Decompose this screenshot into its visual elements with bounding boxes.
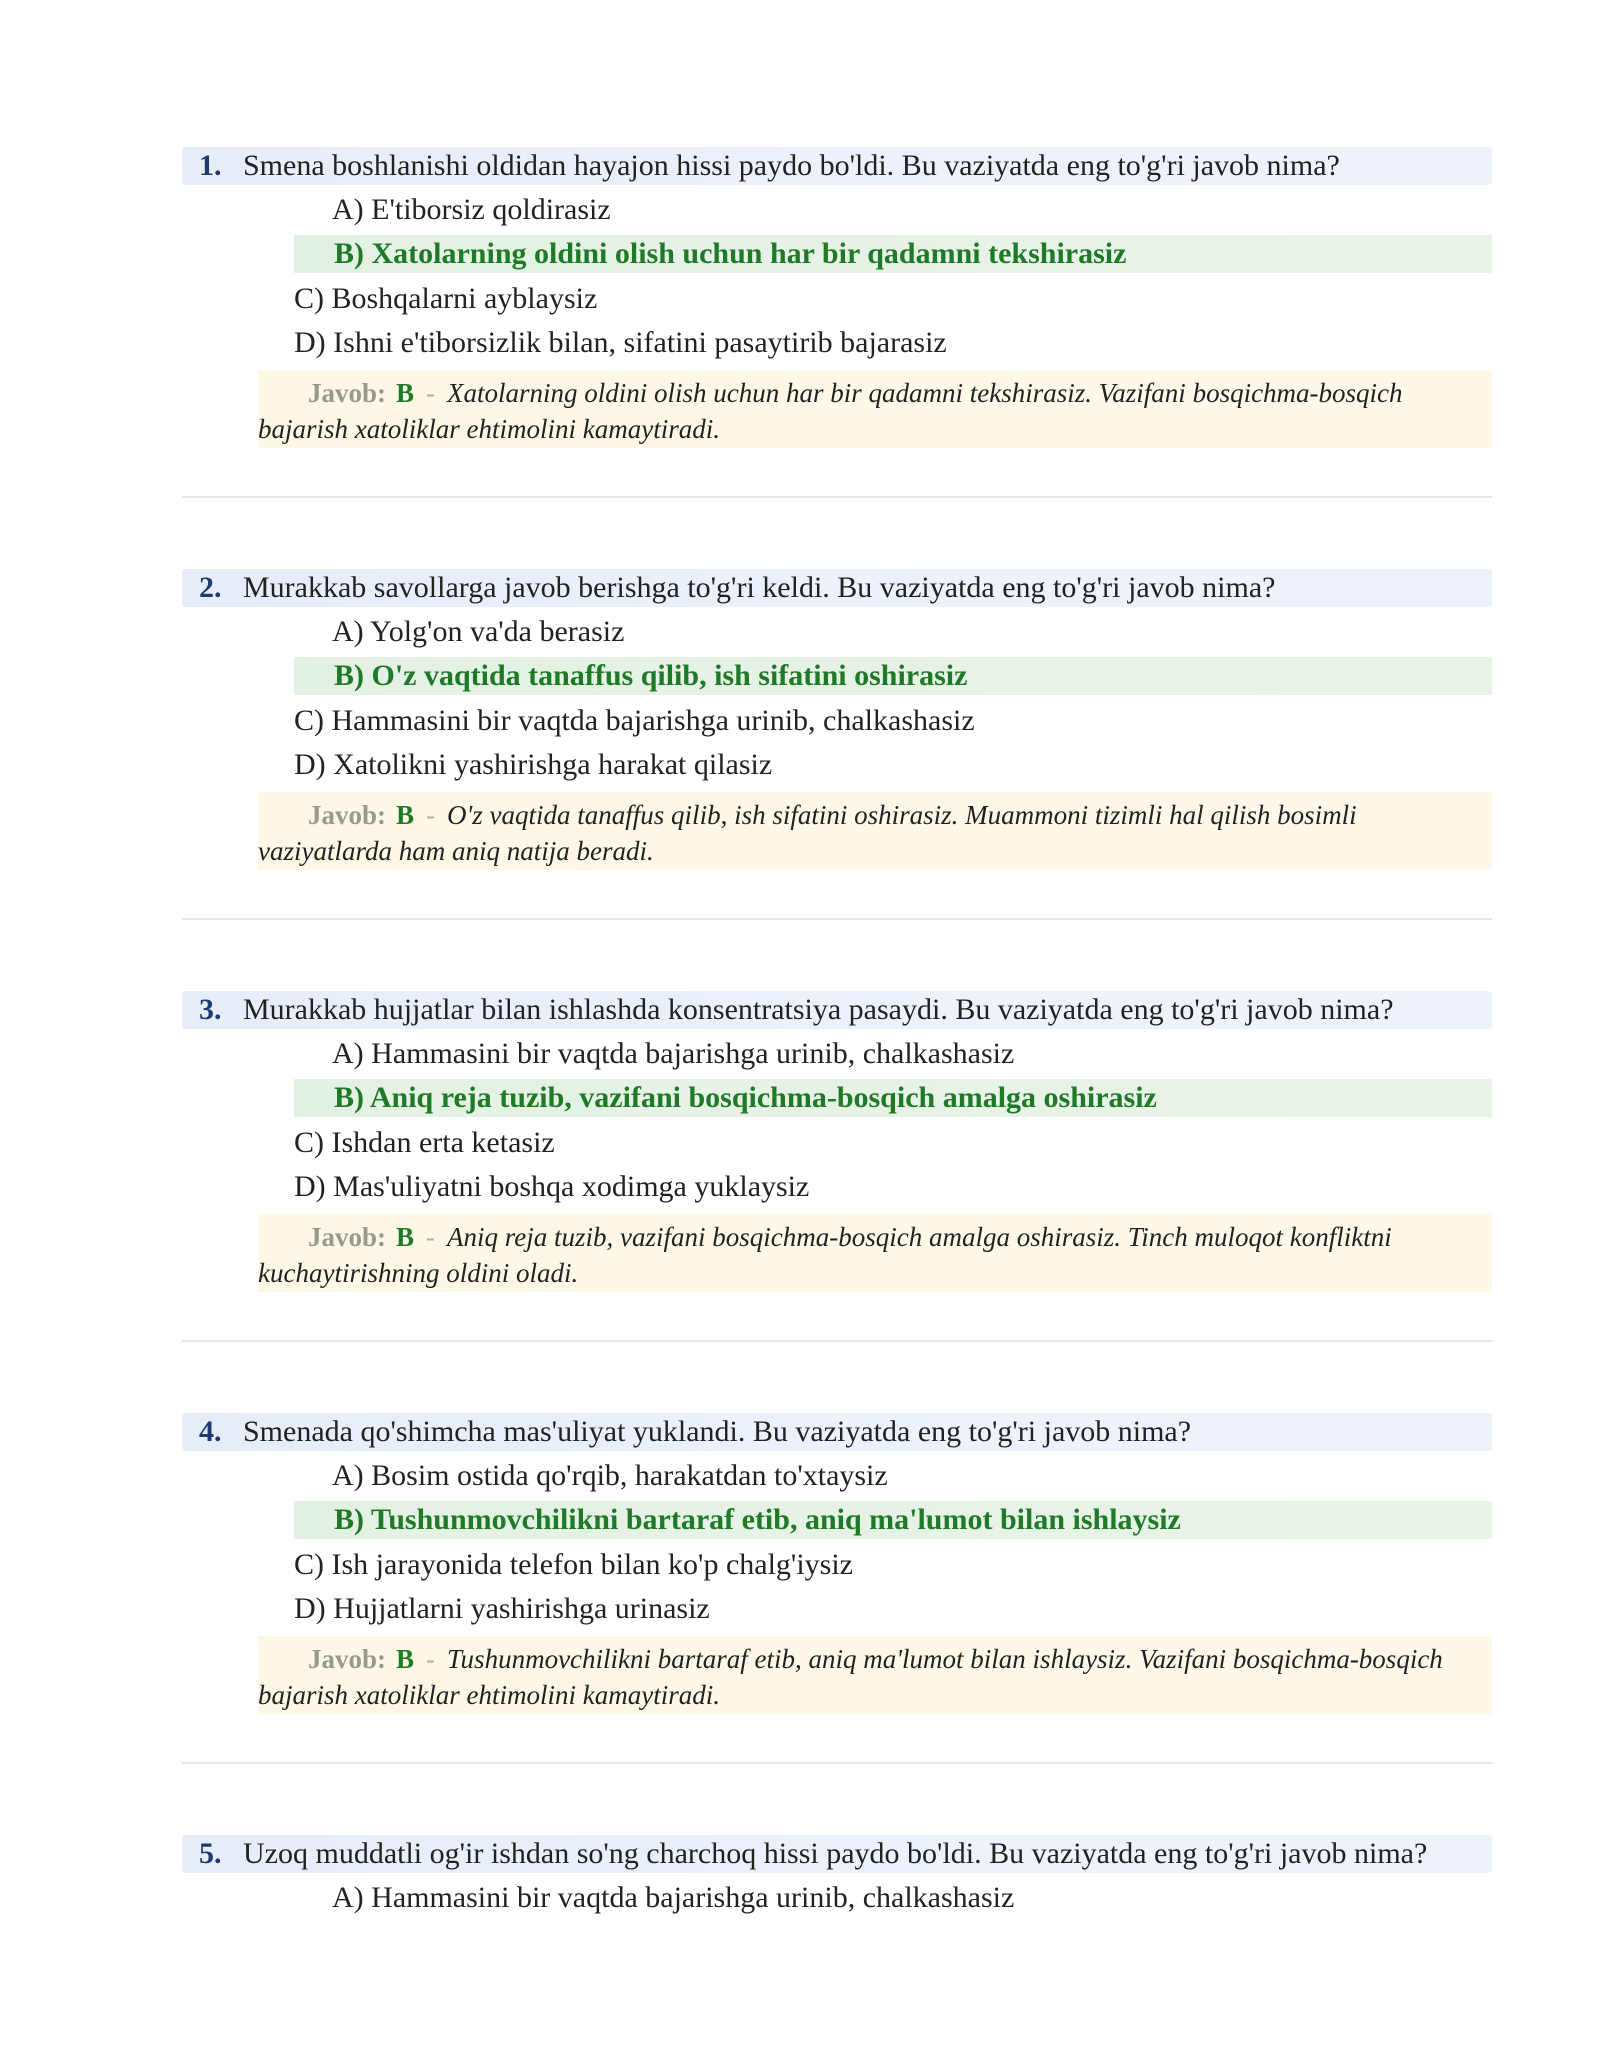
answer-explanation: Aniq reja tuzib, vazifani bosqichma-bosqich amalga oshirasiz. Tinch muloqot konfliktni kuchaytirishning oldini oladi.: [258, 1222, 1392, 1288]
question-number: 5.: [199, 1837, 222, 1870]
question-block: [182, 1835, 1492, 1914]
option-b-correct: B) Aniq reja tuzib, vazifani bosqichma-bosqich amalga oshirasiz: [294, 1079, 1492, 1117]
option-c: C) Ish jarayonida telefon bilan ko'p chalg'iysiz: [294, 1548, 853, 1581]
option-d: D) Mas'uliyatni boshqa xodimga yuklaysiz: [294, 1170, 810, 1203]
question-text: Murakkab hujjatlar bilan ishlashda konsentratsiya pasaydi. Bu vaziyatda eng to'g'ri javob nima?: [243, 993, 1394, 1026]
answer-label: Javob:: [308, 378, 387, 408]
answer-label: Javob:: [308, 800, 387, 830]
question-text: Smenada qo'shimcha mas'uliyat yuklandi. Bu vaziyatda eng to'g'ri javob nima?: [243, 1415, 1192, 1448]
option-c: C) Boshqalarni ayblaysiz: [294, 282, 598, 315]
option-b-correct: B) Tushunmovchilikni bartaraf etib, aniq ma'lumot bilan ishlaysiz: [294, 1501, 1492, 1539]
question-text: Smena boshlanishi oldidan hayajon hissi paydo bo'ldi. Bu vaziyatda eng to'g'ri javob nima?: [243, 149, 1340, 182]
question-block: [182, 991, 1492, 1288]
answer-letter: B: [396, 1644, 415, 1674]
answer-box: [258, 370, 1492, 448]
answer-label: Javob:: [308, 1222, 387, 1252]
option-c: C) Ishdan erta ketasiz: [294, 1126, 555, 1159]
question-block: [182, 1413, 1492, 1710]
answer-box: [258, 792, 1492, 870]
answer-explanation: O'z vaqtida tanaffus qilib, ish sifatini oshirasiz. Muammoni tizimli hal qilish bosimli vaziyatlarda ham aniq natija beradi.: [258, 800, 1357, 866]
answer-separator: -: [426, 378, 436, 408]
question-number: 4.: [199, 1415, 222, 1448]
question-header: [182, 1835, 1492, 1873]
option-a: A) Bosim ostida qo'rqib, harakatdan to'xtaysiz: [332, 1459, 888, 1492]
divider: [182, 496, 1492, 498]
answer-box: [258, 1214, 1492, 1292]
option-b-correct: B) O'z vaqtida tanaffus qilib, ish sifatini oshirasiz: [294, 657, 1492, 695]
question-text: Uzoq muddatli og'ir ishdan so'ng charchoq hissi paydo bo'ldi. Bu vaziyatda eng to'g'ri javob nima?: [243, 1837, 1428, 1870]
option-b-correct: B) Xatolarning oldini olish uchun har bir qadamni tekshirasiz: [294, 235, 1492, 273]
answer-letter: B: [396, 800, 415, 830]
question-number: 3.: [199, 993, 222, 1026]
answer-explanation: Tushunmovchilikni bartaraf etib, aniq ma'lumot bilan ishlaysiz. Vazifani bosqichma-bosqich bajarish xatoliklar ehtimolini kamaytiradi.: [258, 1644, 1443, 1710]
answer-box: [258, 1636, 1492, 1714]
question-number: 2.: [199, 571, 222, 604]
option-a: A) Hammasini bir vaqtda bajarishga urinib, chalkashasiz: [332, 1037, 1015, 1070]
option-a: A) E'tiborsiz qoldirasiz: [332, 193, 611, 226]
question-header: [182, 991, 1492, 1029]
question-text: Murakkab savollarga javob berishga to'g'ri keldi. Bu vaziyatda eng to'g'ri javob nima?: [243, 571, 1276, 604]
question-block: [182, 147, 1492, 444]
option-d: D) Hujjatlarni yashirishga urinasiz: [294, 1592, 710, 1625]
answer-explanation: Xatolarning oldini olish uchun har bir qadamni tekshirasiz. Vazifani bosqichma-bosqich bajarish xatoliklar ehtimolini kamaytiradi.: [258, 378, 1403, 444]
option-c: C) Hammasini bir vaqtda bajarishga urinib, chalkashasiz: [294, 704, 975, 737]
question-block: [182, 569, 1492, 866]
divider: [182, 1340, 1492, 1342]
answer-letter: B: [396, 378, 415, 408]
answer-letter: B: [396, 1222, 415, 1252]
divider: [182, 1762, 1492, 1764]
answer-separator: -: [426, 1222, 436, 1252]
option-a: A) Yolg'on va'da berasiz: [332, 615, 625, 648]
question-header: [182, 569, 1492, 607]
question-header: [182, 1413, 1492, 1451]
question-header: [182, 147, 1492, 185]
option-a: A) Hammasini bir vaqtda bajarishga urinib, chalkashasiz: [332, 1881, 1015, 1914]
question-number: 1.: [199, 149, 222, 182]
option-d: D) Xatolikni yashirishga harakat qilasiz: [294, 748, 773, 781]
answer-separator: -: [426, 1644, 436, 1674]
divider: [182, 918, 1492, 920]
answer-label: Javob:: [308, 1644, 387, 1674]
answer-separator: -: [426, 800, 436, 830]
option-d: D) Ishni e'tiborsizlik bilan, sifatini pasaytirib bajarasiz: [294, 326, 947, 359]
